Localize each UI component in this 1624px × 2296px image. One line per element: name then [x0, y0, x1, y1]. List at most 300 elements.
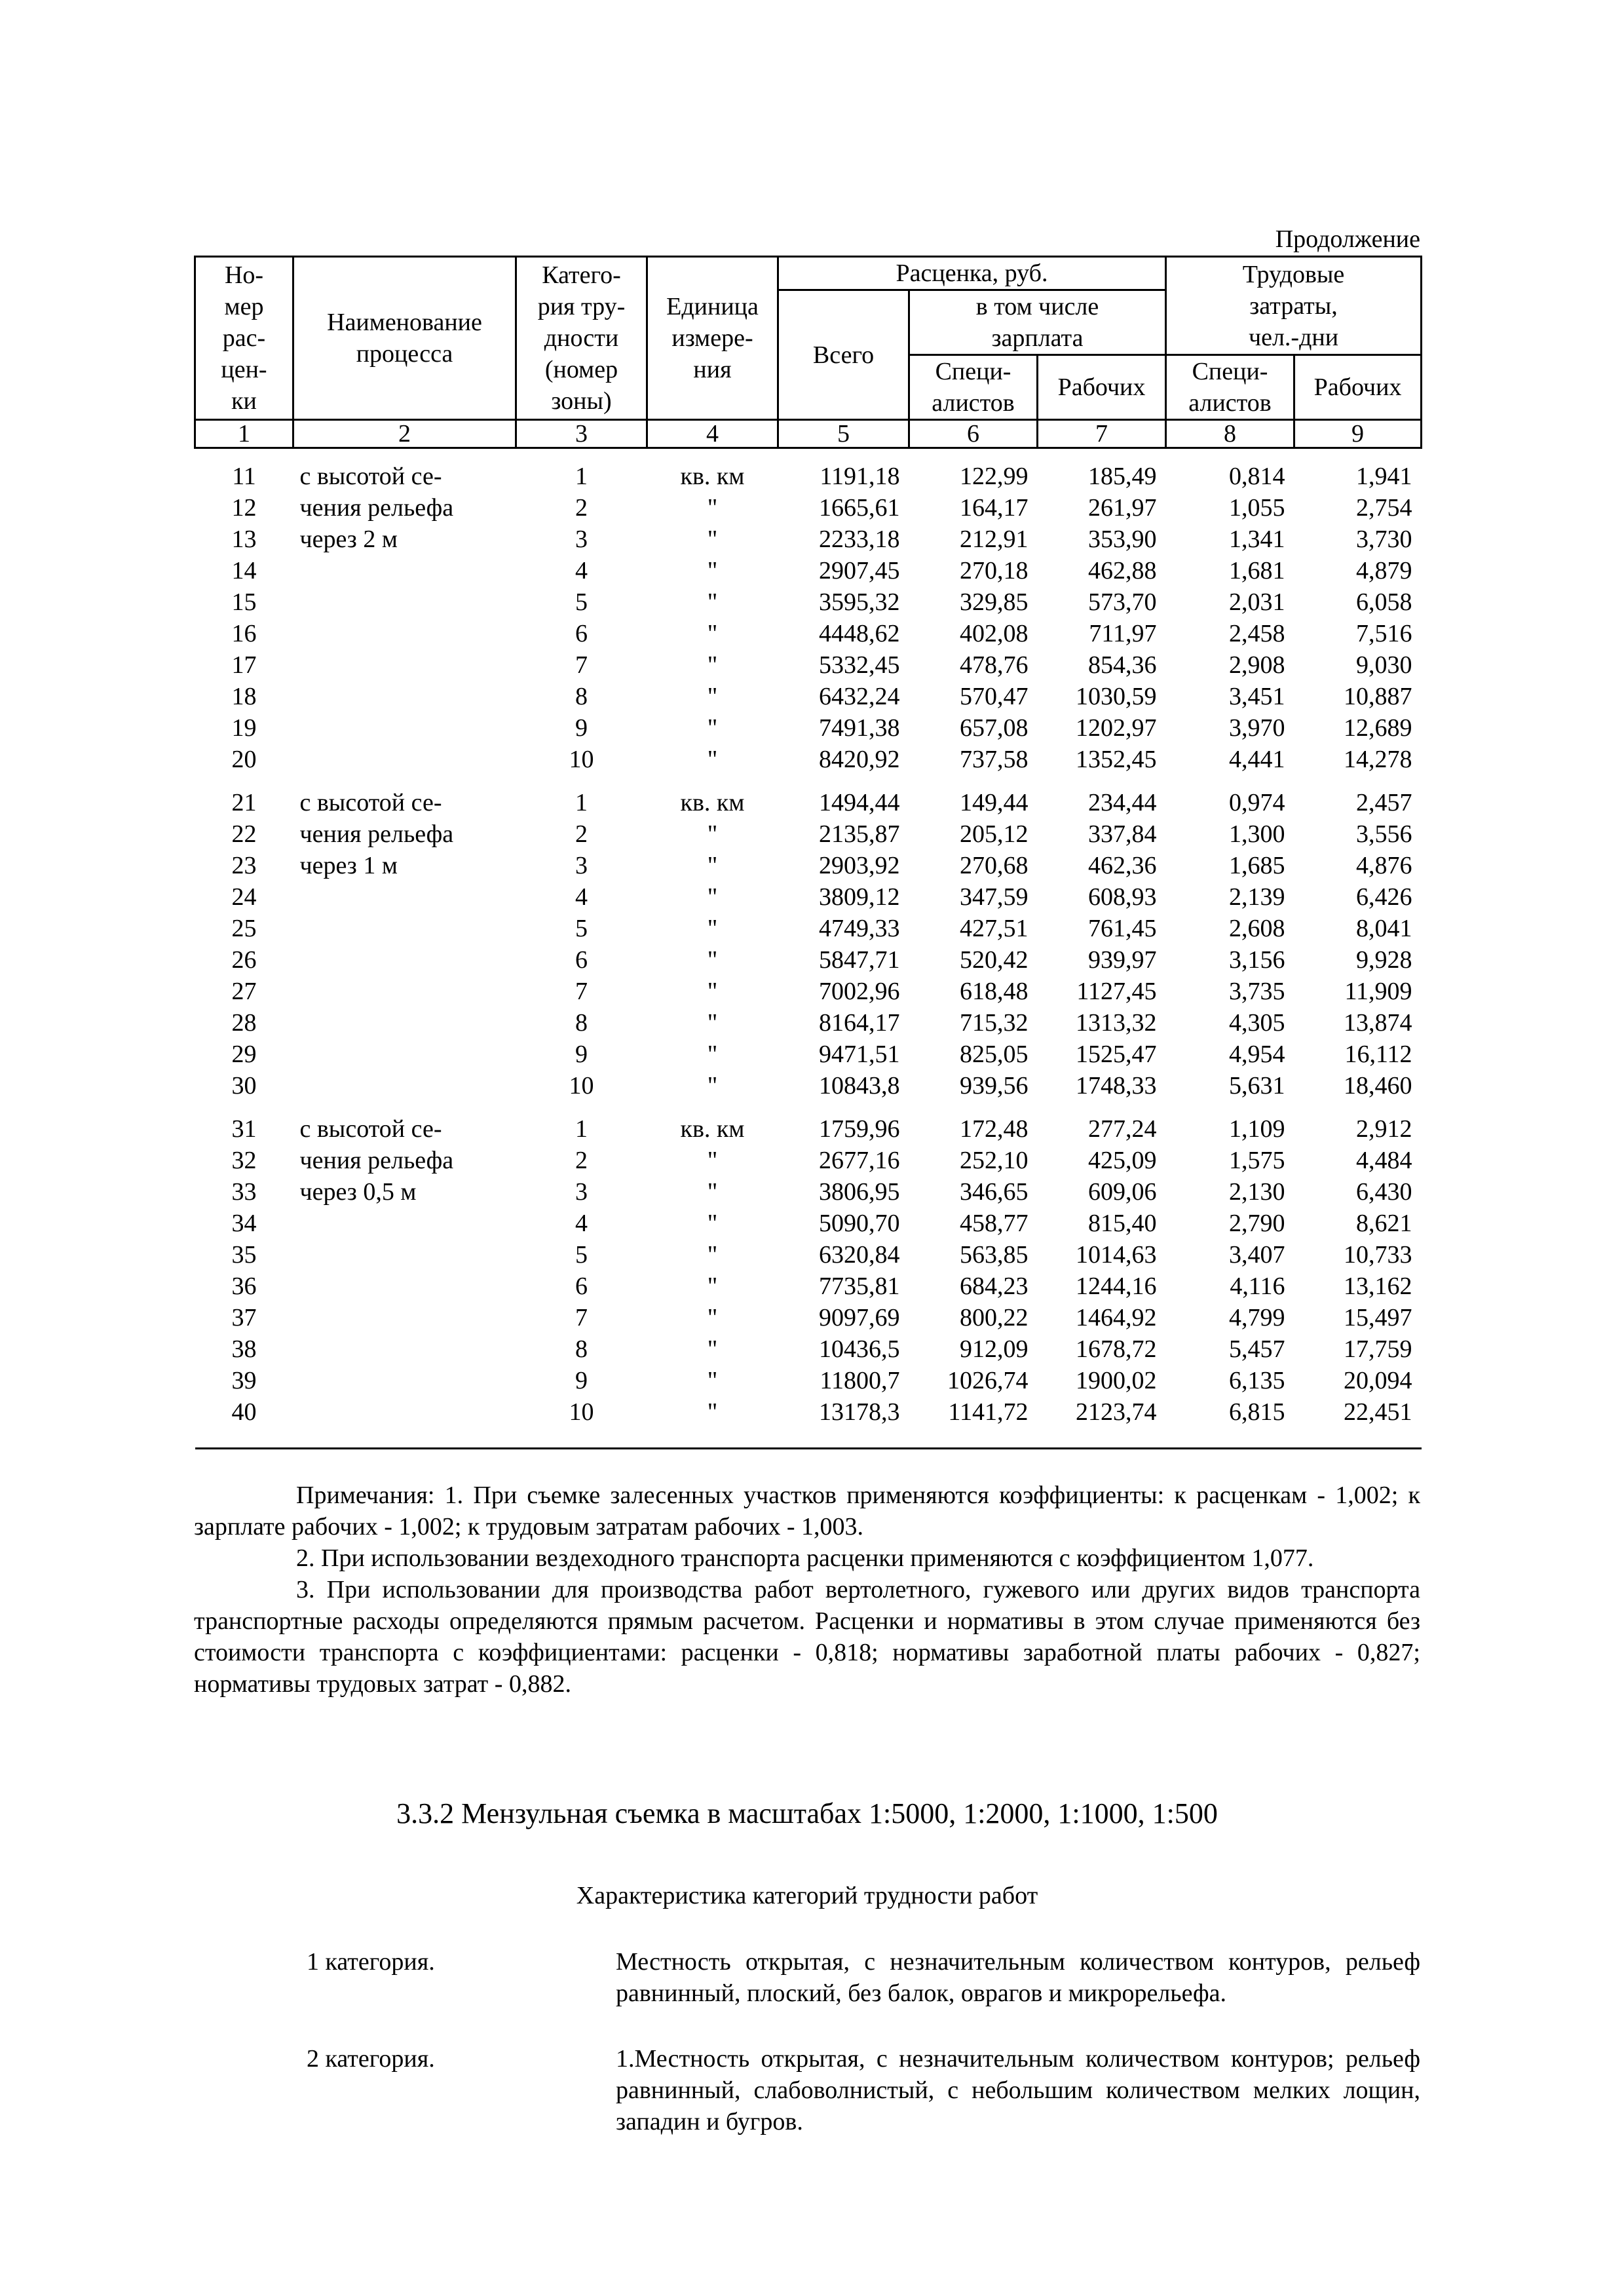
labor-workers: 7,516: [1356, 620, 1412, 647]
unit: ": [707, 683, 718, 710]
salary-specialists: 149,44: [960, 789, 1029, 816]
difficulty-category: 10: [569, 1398, 594, 1426]
rate-number: 14: [231, 557, 257, 584]
difficulty-category: 4: [575, 557, 588, 584]
salary-workers: 939,97: [1088, 946, 1157, 974]
table-row: [195, 524, 1422, 555]
labor-workers: 4,879: [1356, 557, 1412, 584]
salary-workers: 1202,97: [1076, 714, 1157, 742]
col-number: 1: [195, 420, 293, 448]
continuation-label: Продолжение: [1275, 225, 1420, 253]
process-name: [293, 555, 516, 586]
unit: ": [707, 651, 718, 679]
note-3: 3. При использовании для производства работ вертолетного, гужевого или других видов транспорта транспортные расходы определяются прямым расчетом. Расценки и нормативы в этом случае применяются без стоимости транспорта с коэффициентами: расценки - 0,818; нормативы заработной платы рабочих - 0,827; нормативы трудовых затрат - 0,882.: [194, 1576, 1420, 1698]
labor-workers: 16,112: [1344, 1041, 1412, 1068]
difficulty-category: 6: [575, 946, 588, 974]
labor-specialists: 4,116: [1230, 1272, 1285, 1300]
unit: ": [707, 1241, 718, 1269]
labor-specialists: 5,631: [1229, 1072, 1285, 1100]
price-total: 8420,92: [819, 746, 900, 773]
price-total: 10843,8: [819, 1072, 900, 1100]
difficulty-category: 10: [569, 1072, 594, 1100]
rate-number: 27: [231, 978, 257, 1005]
rate-number: 23: [231, 852, 257, 879]
table-row: [195, 461, 1422, 492]
salary-specialists: 205,12: [960, 820, 1029, 848]
col-number: 4: [647, 420, 778, 448]
unit: кв. км: [680, 1115, 745, 1143]
difficulty-category: 8: [575, 1009, 588, 1037]
table-row: [195, 1302, 1422, 1333]
salary-workers: 1127,45: [1076, 978, 1157, 1005]
salary-specialists: 737,58: [960, 746, 1029, 773]
process-name: с высотой се-: [299, 1115, 442, 1143]
labor-workers: 1,941: [1356, 463, 1412, 490]
rate-number: 26: [231, 946, 257, 974]
salary-workers: 462,36: [1088, 852, 1157, 879]
difficulty-category: 2: [575, 494, 588, 522]
table-row: [195, 1007, 1422, 1039]
process-name: через 1 м: [299, 852, 398, 879]
process-name: [293, 649, 516, 681]
salary-workers: 761,45: [1088, 915, 1157, 942]
labor-specialists: 1,685: [1229, 852, 1285, 879]
table-row: [195, 1176, 1422, 1208]
table-row: [195, 555, 1422, 586]
labor-specialists: 2,458: [1229, 620, 1285, 647]
process-name: [293, 1039, 516, 1070]
salary-workers: 1678,72: [1076, 1335, 1157, 1363]
table-row: [195, 1145, 1422, 1176]
difficulty-category: 6: [575, 620, 588, 647]
labor-workers: 9,928: [1356, 946, 1412, 974]
table-row: [195, 818, 1422, 850]
difficulty-category: 10: [569, 746, 594, 773]
process-name: [293, 712, 516, 744]
rate-number: 20: [231, 746, 257, 773]
salary-specialists: 458,77: [960, 1210, 1029, 1237]
group-spacer: [195, 1101, 1422, 1113]
note-2: 2. При использовании вездеходного транспорта расценки применяются с коэффициентом 1,077.: [296, 1544, 1314, 1572]
process-name: [293, 1396, 516, 1428]
difficulty-category: 6: [575, 1272, 588, 1300]
price-total: 9471,51: [819, 1041, 900, 1068]
difficulty-category: 8: [575, 1335, 588, 1363]
salary-specialists: 570,47: [960, 683, 1029, 710]
rate-number: 35: [231, 1241, 257, 1269]
price-total: 5332,45: [819, 651, 900, 679]
labor-specialists: 4,799: [1229, 1304, 1285, 1331]
unit: ": [707, 526, 718, 553]
labor-workers: 10,887: [1344, 683, 1412, 710]
salary-workers: 854,36: [1088, 651, 1157, 679]
salary-specialists: 684,23: [960, 1272, 1029, 1300]
unit: ": [707, 588, 718, 616]
table-header: [195, 257, 1422, 448]
labor-workers: 17,759: [1344, 1335, 1412, 1363]
salary-workers: 234,44: [1088, 789, 1157, 816]
salary-workers: 711,97: [1089, 620, 1157, 647]
unit: ": [707, 714, 718, 742]
salary-workers: 608,93: [1088, 883, 1157, 911]
salary-specialists: 212,91: [960, 526, 1029, 553]
salary-workers: 1900,02: [1076, 1367, 1157, 1394]
table-row: [195, 586, 1422, 618]
difficulty-category: 5: [575, 1241, 588, 1269]
labor-workers: 8,041: [1356, 915, 1412, 942]
unit: ": [707, 620, 718, 647]
table-row: [195, 787, 1422, 818]
rate-number: 16: [231, 620, 257, 647]
unit: ": [707, 1147, 718, 1174]
salary-specialists: 478,76: [960, 651, 1029, 679]
salary-specialists: 270,18: [960, 557, 1029, 584]
rate-number: 39: [231, 1367, 257, 1394]
salary-specialists: 122,99: [960, 463, 1029, 490]
difficulty-category: 9: [575, 714, 588, 742]
header-unit: Единица измере- ния: [647, 257, 778, 420]
difficulty-category: 8: [575, 683, 588, 710]
process-name: [293, 1302, 516, 1333]
table-row: [195, 712, 1422, 744]
labor-specialists: 0,974: [1229, 789, 1285, 816]
group-spacer: [195, 775, 1422, 787]
labor-workers: 4,876: [1356, 852, 1412, 879]
header-price-group: Расценка, руб.: [778, 257, 1166, 290]
unit: ": [707, 1304, 718, 1331]
labor-specialists: 2,139: [1229, 883, 1285, 911]
table-row: [195, 618, 1422, 649]
salary-specialists: 618,48: [960, 978, 1029, 1005]
unit: ": [707, 946, 718, 974]
labor-specialists: 0,814: [1229, 463, 1285, 490]
price-total: 1759,96: [819, 1115, 900, 1143]
labor-specialists: 4,954: [1229, 1041, 1285, 1068]
salary-specialists: 715,32: [960, 1009, 1029, 1037]
process-name: с высотой се-: [299, 463, 442, 490]
salary-workers: 573,70: [1088, 588, 1157, 616]
salary-specialists: 657,08: [960, 714, 1029, 742]
table-row: [195, 1070, 1422, 1101]
header-salary-workers: Рабочих: [1038, 355, 1166, 420]
rate-number: 17: [231, 651, 257, 679]
labor-specialists: 2,790: [1229, 1210, 1285, 1237]
unit: ": [707, 1272, 718, 1300]
price-total: 4448,62: [819, 620, 900, 647]
header-salary-specialists: Специ- алистов: [909, 355, 1038, 420]
rate-number: 34: [231, 1210, 257, 1237]
process-name: с высотой се-: [299, 789, 442, 816]
salary-workers: 277,24: [1088, 1115, 1157, 1143]
price-total: 6320,84: [819, 1241, 900, 1269]
unit: ": [707, 915, 718, 942]
labor-specialists: 3,970: [1229, 714, 1285, 742]
unit: ": [707, 852, 718, 879]
labor-specialists: 4,305: [1229, 1009, 1285, 1037]
salary-specialists: 1026,74: [947, 1367, 1029, 1394]
table-body: [195, 448, 1422, 1449]
table-row: [195, 1208, 1422, 1239]
process-name: [293, 1365, 516, 1396]
labor-specialists: 2,031: [1229, 588, 1285, 616]
labor-workers: 6,058: [1356, 588, 1412, 616]
salary-workers: 1244,16: [1076, 1272, 1157, 1300]
difficulty-category: 7: [575, 1304, 588, 1331]
rate-number: 38: [231, 1335, 257, 1363]
salary-specialists: 563,85: [960, 1241, 1029, 1269]
header-labor-workers: Рабочих: [1294, 355, 1422, 420]
col-number: 7: [1038, 420, 1166, 448]
unit: ": [707, 557, 718, 584]
process-name: [293, 944, 516, 976]
labor-workers: 20,094: [1344, 1367, 1412, 1394]
category-1-label: 1 категория.: [307, 1948, 435, 1976]
price-total: 5847,71: [819, 946, 900, 974]
header-rate-number: Но- мер рас- цен- ки: [195, 257, 293, 420]
unit: ": [707, 1009, 718, 1037]
salary-workers: 1352,45: [1076, 746, 1157, 773]
salary-workers: 261,97: [1088, 494, 1157, 522]
table-row: [195, 1113, 1422, 1145]
labor-workers: 8,621: [1356, 1210, 1412, 1237]
price-total: 2233,18: [819, 526, 900, 553]
table-row: [195, 1039, 1422, 1070]
price-total: 7491,38: [819, 714, 900, 742]
salary-workers: 609,06: [1088, 1178, 1157, 1206]
process-name: [293, 1333, 516, 1365]
rate-number: 24: [231, 883, 257, 911]
difficulty-category: 5: [575, 915, 588, 942]
difficulty-category: 4: [575, 1210, 588, 1237]
salary-workers: 1030,59: [1076, 683, 1157, 710]
note-1: Примечания: 1. При съемке залесенных участков применяются коэффициенты: к расценкам - 1,002; к зарплате рабочих - 1,002; к трудовым затратам рабочих - 1,003.: [194, 1482, 1420, 1540]
labor-workers: 9,030: [1356, 651, 1412, 679]
col-number: 2: [293, 420, 516, 448]
price-total: 1665,61: [819, 494, 900, 522]
rate-number: 22: [231, 820, 257, 848]
table-row: [195, 744, 1422, 775]
unit: ": [707, 820, 718, 848]
table-row: [195, 976, 1422, 1007]
labor-workers: 12,689: [1344, 714, 1412, 742]
table-row: [195, 1239, 1422, 1271]
salary-workers: 1525,47: [1076, 1041, 1157, 1068]
process-name: [293, 1271, 516, 1302]
salary-specialists: 427,51: [960, 915, 1029, 942]
price-total: 2135,87: [819, 820, 900, 848]
group-spacer: [195, 448, 1422, 461]
process-name: [293, 1007, 516, 1039]
price-total: 7002,96: [819, 978, 900, 1005]
salary-workers: 1313,32: [1076, 1009, 1157, 1037]
rate-number: 21: [231, 789, 257, 816]
salary-specialists: 347,59: [960, 883, 1029, 911]
process-name: [293, 1239, 516, 1271]
labor-specialists: 6,135: [1229, 1367, 1285, 1394]
labor-workers: 3,556: [1356, 820, 1412, 848]
difficulty-category: 3: [575, 526, 588, 553]
salary-workers: 815,40: [1088, 1210, 1157, 1237]
process-name: [293, 913, 516, 944]
difficulty-category: 5: [575, 588, 588, 616]
col-number: 8: [1166, 420, 1294, 448]
table-row: [195, 881, 1422, 913]
process-name: [293, 976, 516, 1007]
rate-number: 30: [231, 1072, 257, 1100]
labor-workers: 6,426: [1356, 883, 1412, 911]
rate-number: 12: [231, 494, 257, 522]
unit: ": [707, 978, 718, 1005]
labor-specialists: 1,341: [1229, 526, 1285, 553]
table-row: [195, 1271, 1422, 1302]
unit: ": [707, 746, 718, 773]
salary-specialists: 939,56: [960, 1072, 1029, 1100]
table-row: [195, 1333, 1422, 1365]
rate-number: 28: [231, 1009, 257, 1037]
difficulty-category: 3: [575, 1178, 588, 1206]
price-total: 9097,69: [819, 1304, 900, 1331]
rate-number: 13: [231, 526, 257, 553]
difficulty-category: 1: [575, 463, 588, 490]
price-table: [194, 256, 1422, 1449]
difficulty-category: 2: [575, 1147, 588, 1174]
table-row: [195, 944, 1422, 976]
labor-specialists: 1,575: [1229, 1147, 1285, 1174]
salary-specialists: 800,22: [960, 1304, 1029, 1331]
labor-specialists: 1,681: [1229, 557, 1285, 584]
table-row: [195, 850, 1422, 881]
difficulty-category: 3: [575, 852, 588, 879]
salary-specialists: 1141,72: [948, 1398, 1029, 1426]
salary-workers: 425,09: [1088, 1147, 1157, 1174]
labor-specialists: 1,055: [1229, 494, 1285, 522]
labor-workers: 2,457: [1356, 789, 1412, 816]
salary-workers: 2123,74: [1076, 1398, 1157, 1426]
col-number: 3: [516, 420, 647, 448]
column-number-row: [195, 420, 1422, 448]
salary-specialists: 825,05: [960, 1041, 1029, 1068]
header-process-name: Наименование процесса: [293, 257, 516, 420]
unit: ": [707, 1210, 718, 1237]
price-total: 3809,12: [819, 883, 900, 911]
price-total: 2907,45: [819, 557, 900, 584]
labor-workers: 2,912: [1356, 1115, 1412, 1143]
rate-number: 32: [231, 1147, 257, 1174]
salary-workers: 1464,92: [1076, 1304, 1157, 1331]
salary-specialists: 520,42: [960, 946, 1029, 974]
price-total: 3806,95: [819, 1178, 900, 1206]
rate-number: 31: [231, 1115, 257, 1143]
labor-specialists: 3,156: [1229, 946, 1285, 974]
price-total: 13178,3: [819, 1398, 900, 1426]
process-name: [293, 881, 516, 913]
labor-workers: 3,730: [1356, 526, 1412, 553]
category-2-text: 1.Местность открытая, с незначительным количеством контуров; рельеф равнинный, слабоволнистый, с небольшим количеством мелких лощин, западин и бугров.: [616, 2045, 1420, 2135]
rate-number: 25: [231, 915, 257, 942]
process-name: через 2 м: [299, 526, 398, 553]
section-title: 3.3.2 Мензульная съемка в масштабах 1:5000, 1:2000, 1:1000, 1:500: [396, 1797, 1218, 1829]
process-name: [293, 681, 516, 712]
labor-specialists: 6,815: [1229, 1398, 1285, 1426]
difficulty-category: 9: [575, 1041, 588, 1068]
labor-workers: 13,162: [1344, 1272, 1412, 1300]
subsection-title: Характеристика категорий трудности работ: [576, 1882, 1038, 1909]
header-difficulty-category: Катего- рия тру- дности (номер зоны): [516, 257, 647, 420]
difficulty-category: 1: [575, 789, 588, 816]
labor-specialists: 4,441: [1229, 746, 1285, 773]
labor-workers: 13,874: [1344, 1009, 1412, 1037]
rate-number: 11: [232, 463, 256, 490]
unit: кв. км: [680, 789, 745, 816]
table-row: [195, 1396, 1422, 1428]
difficulty-category: 2: [575, 820, 588, 848]
price-total: 7735,81: [819, 1272, 900, 1300]
labor-workers: 22,451: [1344, 1398, 1412, 1426]
price-total: 2903,92: [819, 852, 900, 879]
rate-number: 15: [231, 588, 257, 616]
process-name: чения рельефа: [299, 820, 454, 848]
table-bottom-rule: [195, 1428, 1422, 1449]
labor-specialists: 5,457: [1229, 1335, 1285, 1363]
labor-workers: 18,460: [1344, 1072, 1412, 1100]
unit: ": [707, 494, 718, 522]
salary-workers: 185,49: [1088, 463, 1157, 490]
salary-specialists: 252,10: [960, 1147, 1029, 1174]
process-name: [293, 744, 516, 775]
unit: ": [707, 1398, 718, 1426]
salary-workers: 1748,33: [1076, 1072, 1157, 1100]
salary-workers: 337,84: [1088, 820, 1157, 848]
unit: ": [707, 1367, 718, 1394]
unit: кв. км: [680, 463, 745, 490]
salary-specialists: 329,85: [960, 588, 1029, 616]
difficulty-category: 9: [575, 1367, 588, 1394]
rate-number: 40: [231, 1398, 257, 1426]
price-total: 4749,33: [819, 915, 900, 942]
rate-number: 29: [231, 1041, 257, 1068]
process-name: чения рельефа: [299, 494, 454, 522]
difficulty-category: 7: [575, 978, 588, 1005]
labor-workers: 10,733: [1344, 1241, 1412, 1269]
process-name: через 0,5 м: [299, 1178, 417, 1206]
process-name: [293, 618, 516, 649]
process-name: [293, 1070, 516, 1101]
price-total: 5090,70: [819, 1210, 900, 1237]
unit: ": [707, 1072, 718, 1100]
rate-number: 19: [231, 714, 257, 742]
labor-specialists: 1,109: [1229, 1115, 1285, 1143]
labor-workers: 4,484: [1356, 1147, 1412, 1174]
salary-workers: 353,90: [1088, 526, 1157, 553]
labor-specialists: 2,608: [1229, 915, 1285, 942]
unit: ": [707, 1041, 718, 1068]
price-total: 2677,16: [819, 1147, 900, 1174]
price-total: 3595,32: [819, 588, 900, 616]
col-number: 9: [1294, 420, 1422, 448]
labor-workers: 6,430: [1356, 1178, 1412, 1206]
labor-specialists: 2,908: [1229, 651, 1285, 679]
col-number: 5: [778, 420, 909, 448]
col-number: 6: [909, 420, 1038, 448]
labor-specialists: 1,300: [1229, 820, 1285, 848]
table-row: [195, 649, 1422, 681]
labor-workers: 15,497: [1344, 1304, 1412, 1331]
difficulty-category: 1: [575, 1115, 588, 1143]
salary-specialists: 164,17: [960, 494, 1029, 522]
salary-specialists: 346,65: [960, 1178, 1029, 1206]
labor-workers: 14,278: [1344, 746, 1412, 773]
process-name: [293, 586, 516, 618]
